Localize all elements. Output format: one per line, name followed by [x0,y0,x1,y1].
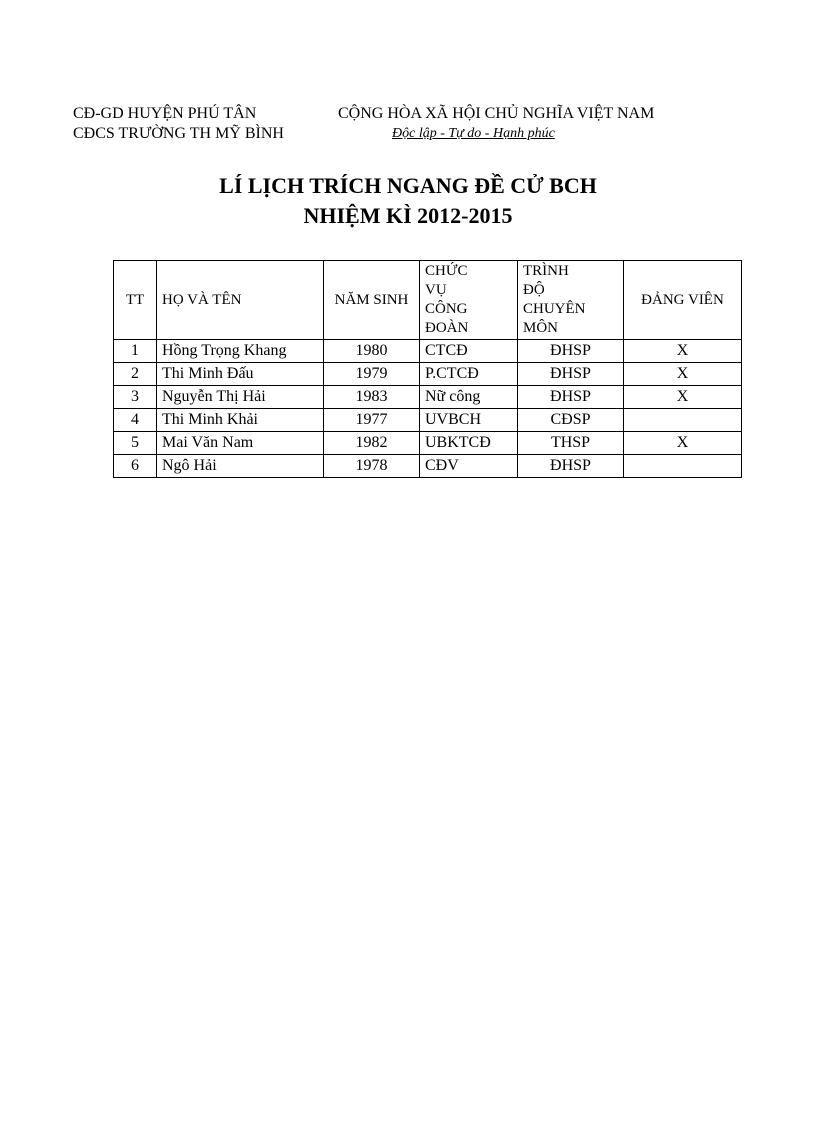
cell-tt: 1 [114,340,157,363]
cell-birth-year: 1977 [324,409,420,432]
document-subtitle: NHIỆM KÌ 2012-2015 [303,203,513,228]
cell-birth-year: 1983 [324,386,420,409]
cell-tt: 6 [114,455,157,478]
header-tt: TT [114,261,157,340]
table-row [114,340,742,363]
table-row [114,409,742,432]
header-edu-line2: CHUYÊN [523,301,586,317]
table-row [114,386,742,409]
header-party-member: ĐẢNG VIÊN [624,261,742,340]
document-title: LÍ LỊCH TRÍCH NGANG ĐỀ CỬ BCH [219,173,597,198]
table-header-row [114,261,742,340]
cell-qualification: THSP [518,432,624,455]
cell-tt: 4 [114,409,157,432]
header-role-word1: CHỨC [425,263,468,279]
cell-qualification: CĐSP [518,409,624,432]
cell-tt: 2 [114,363,157,386]
header-role-line3: ĐOÀN [425,320,469,336]
table-row [114,432,742,455]
header-qualification [518,261,624,340]
cell-party-member: X [624,363,742,386]
national-motto: Độc lập - Tự do - Hạnh phúc [392,126,555,141]
school-union-name: CĐCS TRƯỜNG TH MỸ BÌNH [73,125,284,142]
cell-birth-year: 1978 [324,455,420,478]
national-title: CỘNG HÒA XÃ HỘI CHỦ NGHĨA VIỆT NAM [338,105,655,122]
header-role-word2: VỤ [425,282,447,298]
cell-party-member: X [624,340,742,363]
cell-union-role: UVBCH [420,409,518,432]
header-birth-year: NĂM SINH [324,261,420,340]
cell-name: Nguyễn Thị Hải [157,386,324,409]
cell-name: Hồng Trọng Khang [157,340,324,363]
cell-birth-year: 1980 [324,340,420,363]
cell-party-member [624,455,742,478]
organization-name: CĐ-GD HUYỆN PHÚ TÂN [73,105,257,122]
header-edu-word1: TRÌNH [523,263,569,279]
cell-qualification: ĐHSP [518,340,624,363]
cell-name: Thi Minh Đấu [157,363,324,386]
table-row [114,455,742,478]
header-name: HỌ VÀ TÊN [157,261,324,340]
cell-qualification: ĐHSP [518,386,624,409]
cell-party-member [624,409,742,432]
cell-qualification: ĐHSP [518,455,624,478]
header-role-line2: CÔNG [425,301,468,317]
cell-birth-year: 1982 [324,432,420,455]
cell-party-member: X [624,432,742,455]
candidate-table [113,260,742,478]
cell-name: Ngô Hải [157,455,324,478]
cell-union-role: P.CTCĐ [420,363,518,386]
cell-union-role: CĐV [420,455,518,478]
cell-party-member: X [624,386,742,409]
cell-birth-year: 1979 [324,363,420,386]
cell-tt: 5 [114,432,157,455]
cell-name: Mai Văn Nam [157,432,324,455]
cell-union-role: Nữ công [420,386,518,409]
cell-qualification: ĐHSP [518,363,624,386]
cell-tt: 3 [114,386,157,409]
header-edu-line3: MÔN [523,320,559,336]
cell-union-role: CTCĐ [420,340,518,363]
table-row [114,363,742,386]
cell-union-role: UBKTCĐ [420,432,518,455]
header-edu-word2: ĐỘ [523,282,545,298]
header-union-role [420,261,518,340]
cell-name: Thi Minh Khải [157,409,324,432]
